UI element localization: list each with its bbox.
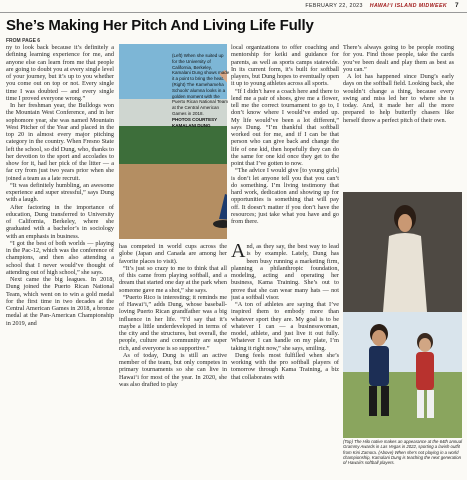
paragraph: As of today, Dung is still an active member of the team, but only competes in primary tournaments so she can live in Hawaiʻi for most of the year. In 2020, she was also drafted to play [119,351,227,388]
paragraph: Next came the big leagues. In 2018, Dung joined the Puerto Rican National Team, which went on to win a gold medal for the first time in two decades at the Central American Games in 2018, a bronze medal at the Pan-American Championship in 2019, and [6,276,114,327]
caption-text: (Left) When she suited up for the University of California, Berkeley, Kamalani Dung shows made it a point to bring the heat. (Right) The Kamehameha Schools’ alumna looks in a golden moment with the Puerto Rican National Team at the Central American Games in 2018. [172,53,230,116]
jump-line: FROM PAGE 6 [6,38,41,44]
article-column-2 [119,243,227,475]
paragraph: local organizations to offer coaching and mentorship for keiki and guidance for parents, as well as sports camps statewide. In its current form, it’s built for softball players, but Dung hopes to eventually open it up to young athletes across all sports. [231,44,339,88]
paragraph: ny to look back because it’s definitely a defining learning experience for me, and anyone else can learn from me that people are going to doubt you at every single level of your journey, but it’s up to you whether you come out on top or not. Every single time I was doubted — and every single time I proved everyone wrong.” [6,44,114,102]
publication-info [305,2,459,9]
paragraph: “It was definitely humbling, an awesome experience and super stressful,” says Dung with a laugh. [6,181,114,204]
drop-cap: A [231,243,246,262]
paragraph: A lot has happened since Dung’s early days on the softball field. Looking back, she wouldn’t change a thing, because every swing and miss led her to where she is today. And, it made her all the more prepared to help butterfly chasers like herself throw a perfect pitch of their own. [343,73,454,124]
headline: She’s Making Her Pitch And Living Life Fully [6,17,314,34]
article-column-dropcap-visible-block [231,243,339,475]
paragraph: Dung feels most fulfilled when she’s working with the pro softball players of tomorrow through Kama Training, a biz that collaborates with [231,351,339,381]
paragraph: And, as they say, the best way to lead is by example. Lately, Dung has been busy running a marketing firm, planning a philanthropic foundation, modeling, acting and operating her business, Kama Training. She’s out to prove that she can wear many hats — not just a softball visor. [231,243,339,301]
paragraph: “I got the best of both worlds — playing in the Pac-12, which was the conference of champions, and then also attending a school that I never would’ve thought of attending out of high school,” she says. [6,239,114,276]
paragraph: “Puerto Rico is interesting; it reminds me of Hawaiʻi,” adds Dung, whose baseball-loving Puerto Rican grandfather was a big influence in her life. “I’d say that it’s maybe a little underdeveloped in terms of the city and the structures, but overall, the people, culture and community are super rich, and everyone is so supportive.” [119,293,227,352]
article-column-4-visible-local [231,44,339,240]
photo-caption-1 [172,53,230,128]
page-number: 7 [454,2,459,9]
issue-date: FEBRUARY 22, 2023 [305,3,363,9]
paragraph: has competed in world cups across the globe (Japan and Canada are among her favorite places to visit). [119,243,227,265]
paragraph: After factoring in the importance of education, Dung transferred to University of California, Berkeley, where she graduated with a bachelor’s in sociology with an emphasis in business. [6,203,114,240]
photo-grammys-and-coaching [343,192,462,438]
photo-caption-2: (Top) The Hilo native makes an appearance at the 64th annual Grammy Awards in Las Vegas in 2022, sporting a lavish outfit from Kini Zamora. (Above) When she’s not playing in a world championship, Kamalani Dung is teaching the next generation of Hawaii’s softball players. [343,439,463,466]
photos-illustration [343,192,462,438]
photo-credit: PHOTOS COURTESY KAMALANI DUNG [172,116,218,128]
paragraph: “The advice I would give [to young girls] is don’t let anyone tell you that you can’t do something. I’m living testimony that hard work, dedication and showing up for opportunities is something that will pay off. It doesn’t matter if you don’t have the resources; just take what you have and go from there. [231,167,339,225]
paragraph: There’s always going to be people rooting for you. Find those people, take the cards you’ve been dealt and play them as best as you can.” [343,44,454,73]
page-header [0,0,467,14]
paragraph: In her freshman year, the Bulldogs won the Mountain West Conference, and in her sophomore year, she was named Mountain West Pitcher of the Year and placed in the top 20 in almost every major pitching category in the country. When Fresno State left the school, so did Dung, who, thanks to her devotion to the sport and accolades to show for it, had her pick of the litter — a far cry from just two years prior when she joined a team as a late recruit. [6,102,114,182]
header-rule [0,12,467,13]
publication-name: HAWAIʻI ISLAND MIDWEEK [369,3,448,9]
article-column-1 [6,44,114,476]
paragraph: “If I didn’t have a coach here and there to lend me a pair of shoes, give me a flower, tell me the correct tournament to go to, I don’t know where I would’ve ended up. My life would’ve been a lot different,” says Dung. “I’m thankful that softball worked out for me, and if I can be that person who can give back and change the life of one kid, then hopefully they can do the same for one kid once they get to the point that I’ve gotten to now. [231,87,339,167]
article-column-5 [343,44,454,190]
paragraph: “A ton of athletes are saying that I’ve inspired them to embody more than whatever sport they are. My goal is to be whatever I can — a businesswoman, model, athlete, and just live it out fully. Whatever I can handle on my plate, I’m taking it right now,” she says, smiling. [231,301,339,352]
paragraph: “It’s just so crazy to me to think that all of this came from playing softball, and a dream that started one day at the park when someone gave me a shot,” she says. [119,264,227,294]
